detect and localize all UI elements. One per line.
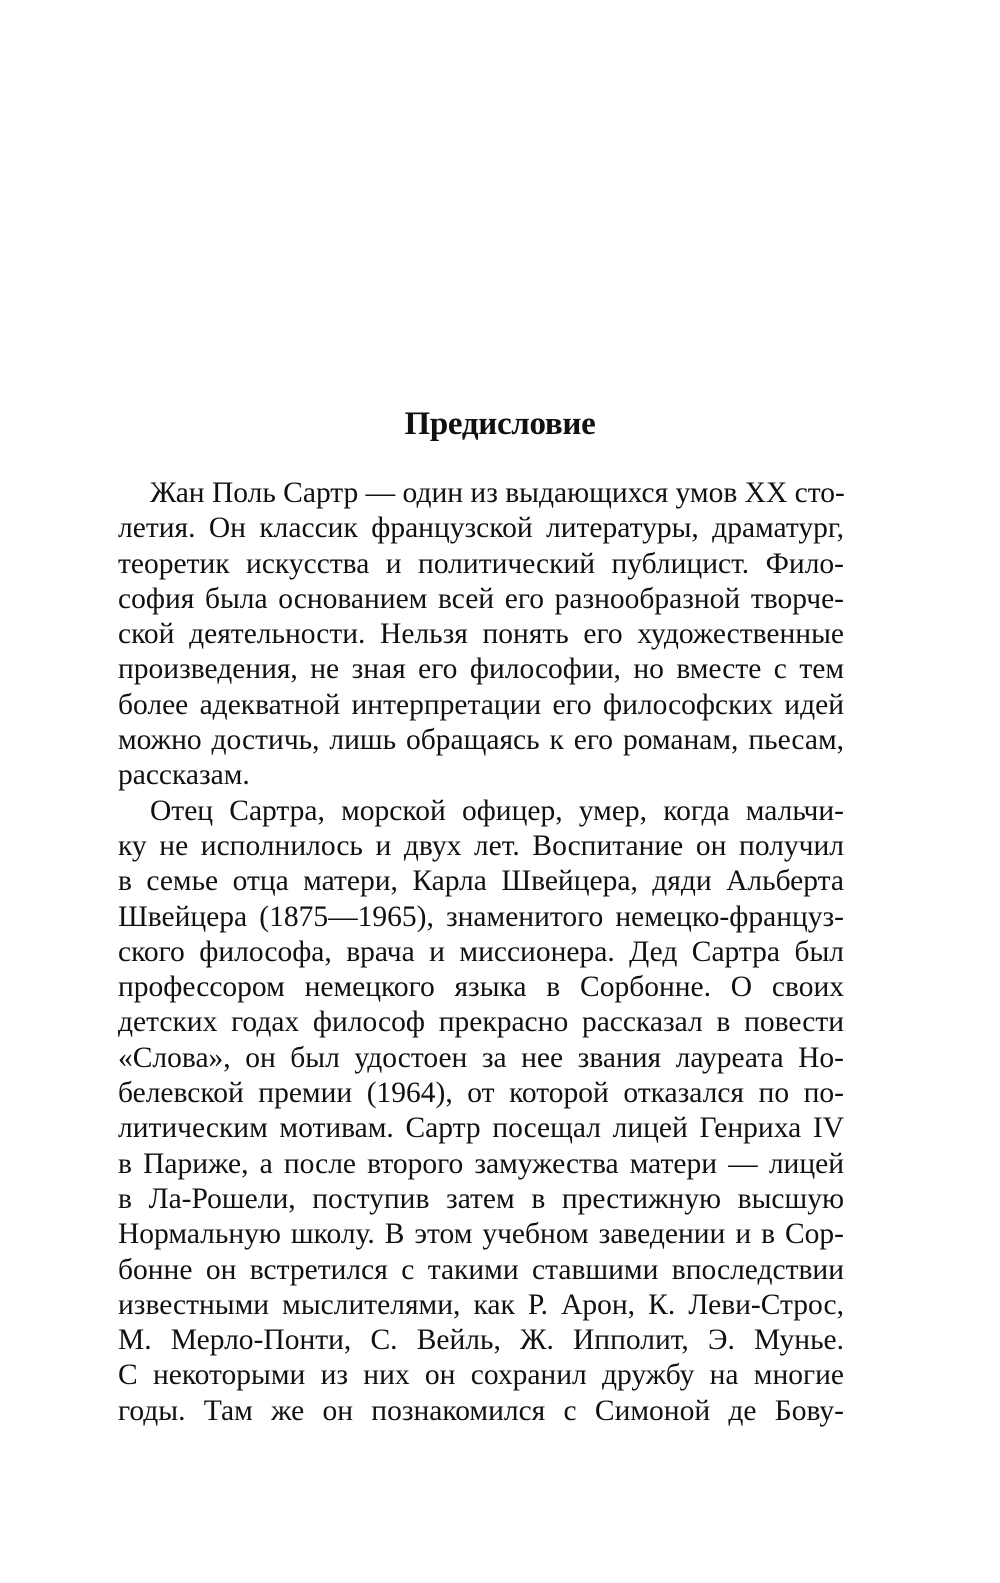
text-line: в Ла-Рошели, поступив затем в престижную высшую	[118, 1182, 844, 1215]
text-line: литическим мотивам. Сартр посещал лицей Генриха IV	[118, 1112, 844, 1145]
text-line: более адекватной интерпретации его философских идей	[118, 688, 844, 721]
text-line: бонне он встретился с такими ставшими впоследствии	[118, 1253, 844, 1286]
text-line: теоретик искусства и политический публицист. Фило-	[118, 547, 844, 580]
paragraph	[118, 794, 844, 1429]
text-line: ской деятельности. Нельзя понять его художественные	[118, 618, 844, 651]
text-line: софия была основанием всей его разнообразной творче-	[118, 582, 844, 615]
page-title: Предисловие	[404, 406, 596, 442]
text-line: ку не исполнилось и двух лет. Воспитание он получил	[118, 829, 844, 862]
text-line: летия. Он классик французской литературы, драматург,	[118, 512, 844, 545]
text-line: «Слова», он был удостоен за нее звания лауреата Но-	[118, 1041, 844, 1074]
text-line: в семье отца матери, Карла Швейцера, дяди Альберта	[118, 865, 844, 898]
text-line: профессором немецкого языка в Сорбонне. О своих	[118, 971, 844, 1004]
text-line: рассказам.	[118, 759, 250, 792]
text-line: Отец Сартра, морской офицер, умер, когда мальчи-	[150, 794, 844, 827]
text-line: С некоторыми из них он сохранил дружбу на многие	[118, 1359, 844, 1392]
text-line: белевской премии (1964), от которой отказался по по-	[118, 1077, 844, 1110]
text-line: в Париже, а после второго замужества матери — лицей	[118, 1147, 844, 1180]
text-line: М. Мерло-Понти, С. Вейль, Ж. Ипполит, Э. Мунье.	[118, 1324, 844, 1357]
text-line: можно достичь, лишь обращаясь к его романам, пьесам,	[118, 724, 844, 757]
paragraph	[118, 476, 844, 794]
text-line: детских годах философ прекрасно рассказал в повести	[118, 1006, 844, 1039]
text-line: Нормальную школу. В этом учебном заведении и в Сор-	[118, 1218, 844, 1251]
text-line: Жан Поль Сартр — один из выдающихся умов XX сто-	[150, 477, 845, 509]
body-text	[118, 476, 844, 1429]
text-line: ского философа, врача и миссионера. Дед Сартра был	[118, 935, 844, 968]
text-line: произведения, не зная его философии, но вместе с тем	[118, 653, 844, 686]
text-line: известными мыслителями, как Р. Арон, К. Леви-Строс,	[118, 1288, 844, 1321]
text-line: годы. Там же он познакомился с Симоной де Бову-	[118, 1394, 844, 1427]
text-line: Швейцера (1875—1965), знаменитого немецко-француз-	[118, 900, 844, 933]
